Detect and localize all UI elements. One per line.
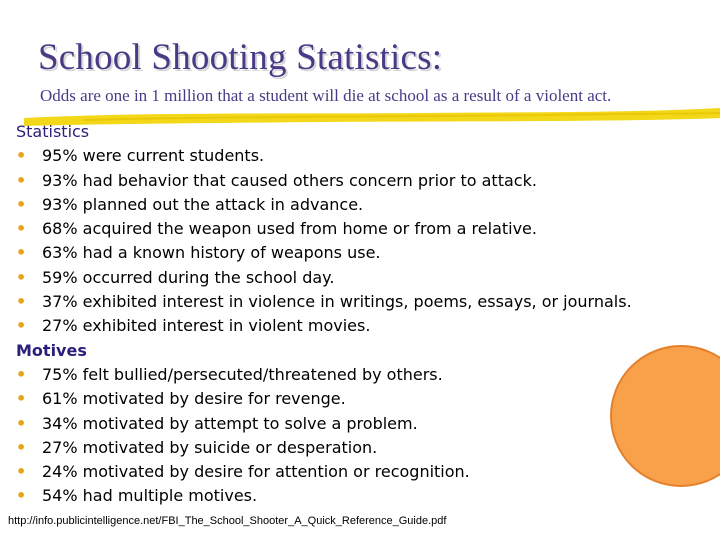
list-item bbox=[16, 412, 632, 436]
list-item bbox=[16, 169, 632, 193]
bullet-icon: • bbox=[16, 462, 27, 482]
list-item bbox=[16, 363, 632, 387]
list-item-text: 59% occurred during the school day. bbox=[42, 267, 335, 287]
bullet-icon: • bbox=[16, 146, 27, 166]
list-item-text: 27% exhibited interest in violent movies. bbox=[42, 316, 371, 336]
bullet-icon: • bbox=[16, 486, 27, 506]
bullet-icon: • bbox=[16, 170, 27, 190]
bullet-icon: • bbox=[16, 194, 27, 214]
statistics-list bbox=[16, 144, 632, 338]
statistics-heading: Statistics bbox=[16, 122, 90, 141]
motives-list bbox=[16, 363, 632, 509]
list-item bbox=[16, 314, 632, 338]
list-item-text: 24% motivated by desire for attention or recognition. bbox=[42, 462, 470, 482]
list-item bbox=[16, 436, 632, 460]
list-item bbox=[16, 266, 632, 290]
content-list bbox=[16, 120, 632, 509]
bullet-icon: • bbox=[16, 267, 27, 287]
list-item-text: 27% motivated by suicide or desperation. bbox=[42, 437, 378, 457]
bullet-icon: • bbox=[16, 437, 27, 457]
bullet-icon: • bbox=[16, 413, 27, 433]
bullet-icon: • bbox=[16, 364, 27, 384]
list-item bbox=[16, 144, 632, 168]
list-item bbox=[16, 241, 632, 265]
list-item-text: 75% felt bullied/persecuted/threatened by others. bbox=[42, 364, 443, 384]
list-item bbox=[16, 484, 632, 508]
list-item bbox=[16, 387, 632, 411]
bullet-icon: • bbox=[16, 389, 27, 409]
source-link[interactable]: http://info.publicintelligence.net/FBI_The_School_Shooter_A_Quick_Reference_Guide.pdf bbox=[8, 515, 447, 527]
list-item-text: 34% motivated by attempt to solve a problem. bbox=[42, 413, 418, 433]
list-item-text: 37% exhibited interest in violence in writings, poems, essays, or journals. bbox=[42, 292, 632, 312]
bullet-icon: • bbox=[16, 243, 27, 263]
list-item-text: 93% had behavior that caused others concern prior to attack. bbox=[42, 170, 537, 190]
list-item-text: 95% were current students. bbox=[42, 146, 265, 166]
motives-heading: Motives bbox=[16, 340, 87, 360]
slide-title: School Shooting Statistics: bbox=[38, 37, 443, 78]
list-item bbox=[16, 217, 632, 241]
slide-subtitle: Odds are one in 1 million that a student will die at school as a result of a violent act. bbox=[40, 86, 612, 105]
list-item-text: 54% had multiple motives. bbox=[42, 486, 258, 506]
list-item bbox=[16, 193, 632, 217]
list-item-text: 68% acquired the weapon used from home or from a relative. bbox=[42, 219, 537, 239]
list-item-text: 93% planned out the attack in advance. bbox=[42, 194, 364, 214]
list-item-text: 61% motivated by desire for revenge. bbox=[42, 389, 346, 409]
list-item bbox=[16, 460, 632, 484]
bullet-icon: • bbox=[16, 292, 27, 312]
bullet-icon: • bbox=[16, 316, 27, 336]
list-item-text: 63% had a known history of weapons use. bbox=[42, 243, 381, 263]
bullet-icon: • bbox=[16, 219, 27, 239]
list-item bbox=[16, 290, 632, 314]
